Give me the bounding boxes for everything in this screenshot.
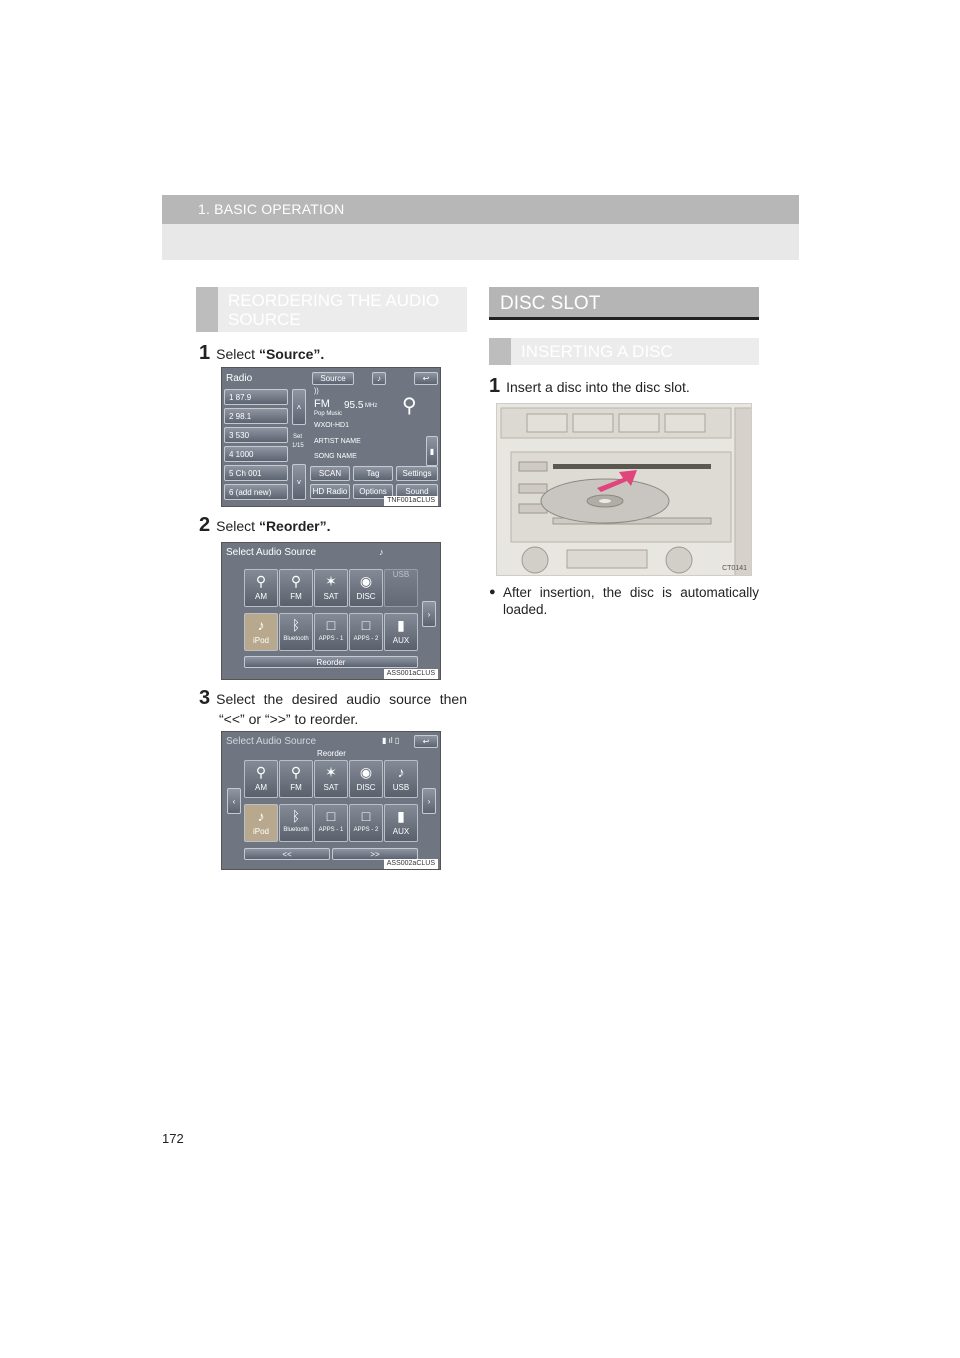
apps2-tile[interactable]: □ APPS - 2 [349, 613, 383, 651]
radio-title: Radio [226, 373, 253, 384]
disc-slot-illustration [496, 403, 752, 576]
back-icon[interactable]: ↩ [414, 735, 438, 748]
figure-code: CT0141 [722, 565, 747, 572]
usb-tile[interactable]: USB [384, 569, 418, 607]
scroll-down-icon[interactable]: ˅ [292, 464, 306, 500]
apps2-tile[interactable]: □ APPS - 2 [349, 804, 383, 842]
radio-screenshot [221, 367, 441, 507]
status-icons: ▮ ıl ▯ [382, 736, 400, 745]
select-source-screenshot [221, 542, 441, 680]
ipod-tile[interactable]: ♪ iPod [244, 613, 278, 651]
preset-5[interactable]: 5 Ch 001 [224, 465, 288, 481]
source-label: Source [265, 346, 314, 362]
source-button[interactable]: Source [312, 372, 354, 385]
settings-button[interactable]: Settings [396, 466, 438, 481]
step-2: 2 Select “Reorder”. [199, 514, 331, 536]
disc-slot-title: DISC SLOT [500, 293, 601, 314]
section-heading-reorder [196, 287, 467, 332]
page-next-icon[interactable]: › [422, 788, 436, 814]
page-prev-icon[interactable]: ‹ [227, 788, 241, 814]
preset-4[interactable]: 4 1000 [224, 446, 288, 462]
preset-1[interactable]: 1 87.9 [224, 389, 288, 405]
reorder-subtitle: Reorder [317, 749, 346, 758]
reorder-button[interactable]: Reorder [244, 656, 418, 668]
antenna-icon: ⚲ [402, 395, 417, 417]
aux-tile[interactable]: ▮ AUX [384, 613, 418, 651]
figure-code: ASS001aCLUS [384, 669, 438, 679]
speaker-icon[interactable]: ♪ [372, 372, 386, 385]
ipod-tile[interactable]: ♪ iPod [244, 804, 278, 842]
set-label: Set [293, 434, 303, 440]
disc-tile[interactable]: ◉ DISC [349, 569, 383, 607]
fm-tile[interactable]: ⚲ FM [279, 760, 313, 798]
back-icon[interactable]: ↩ [414, 372, 438, 385]
sat-tile[interactable]: ✶ SAT [314, 569, 348, 607]
cd-player-drawing [497, 404, 752, 576]
sound-button[interactable]: Sound [396, 484, 438, 499]
band-label: FM [314, 398, 330, 410]
running-header: 1. BASIC OPERATION [198, 201, 345, 217]
right-step-1: 1 Insert a disc into the disc slot. [489, 375, 690, 397]
fm-tile[interactable]: ⚲ FM [279, 569, 313, 607]
bluetooth-tile[interactable]: ᛒ Bluetooth [279, 804, 313, 842]
move-right-button[interactable]: >> [332, 848, 418, 860]
speaker-icon: ♪ [379, 547, 384, 557]
genre: Pop Music [314, 411, 343, 417]
preset-3[interactable]: 3 530 [224, 427, 288, 443]
station-name: WXOI-HD1 [314, 422, 349, 429]
section-heading-line1: REORDERING THE AUDIO [228, 291, 440, 310]
figure-code: ASS002aCLUS [384, 859, 438, 869]
am-tile[interactable]: ⚲ AM [244, 569, 278, 607]
preset-6[interactable]: 6 (add new) [224, 484, 288, 500]
reorder-screenshot [221, 731, 441, 870]
options-button[interactable]: Options [353, 484, 393, 499]
info-icon[interactable]: ▮ [426, 436, 438, 466]
am-tile[interactable]: ⚲ AM [244, 760, 278, 798]
bluetooth-tile[interactable]: ᛒ Bluetooth [279, 613, 313, 651]
scroll-up-icon[interactable]: ˄ [292, 389, 306, 425]
select-source-title: Select Audio Source [226, 547, 317, 558]
hd-icon: )) [314, 388, 319, 395]
reorder-label: Reorder [265, 518, 320, 534]
page-indicator: 1/15 [292, 443, 304, 449]
artist-name: ARTIST NAME [314, 438, 361, 445]
page-next-icon[interactable]: › [422, 601, 436, 627]
hd-radio-button[interactable]: HD Radio [310, 484, 350, 499]
frequency: 95.5 [344, 400, 364, 411]
section-heading-line2: SOURCE [228, 310, 301, 329]
song-name: SONG NAME [314, 453, 357, 460]
step-1: 1 Select “Source”. [199, 342, 325, 364]
bullet-note: ● After insertion, the disc is automatically loaded. [489, 584, 759, 618]
move-left-button[interactable]: << [244, 848, 330, 860]
frequency-unit: MHz [365, 403, 378, 409]
page-number: 172 [162, 1131, 184, 1146]
apps1-tile[interactable]: □ APPS - 1 [314, 804, 348, 842]
preset-2[interactable]: 2 98.1 [224, 408, 288, 424]
aux-tile[interactable]: ▮ AUX [384, 804, 418, 842]
sat-tile[interactable]: ✶ SAT [314, 760, 348, 798]
disc-tile[interactable]: ◉ DISC [349, 760, 383, 798]
reorder-screen-title: Select Audio Source [226, 736, 317, 747]
figure-code: TNF001aCLUS [384, 496, 438, 506]
subheading-inserting-disc: INSERTING A DISC [489, 338, 759, 365]
usb-tile[interactable]: ♪ USB [384, 760, 418, 798]
section-heading-disc-slot [489, 287, 759, 320]
apps1-tile[interactable]: □ APPS - 1 [314, 613, 348, 651]
scan-button[interactable]: SCAN [310, 466, 350, 481]
tag-button[interactable]: Tag [353, 466, 393, 481]
step-3: 3 Select the desired audio source then “<<” or “>>” to reorder. [199, 687, 467, 727]
